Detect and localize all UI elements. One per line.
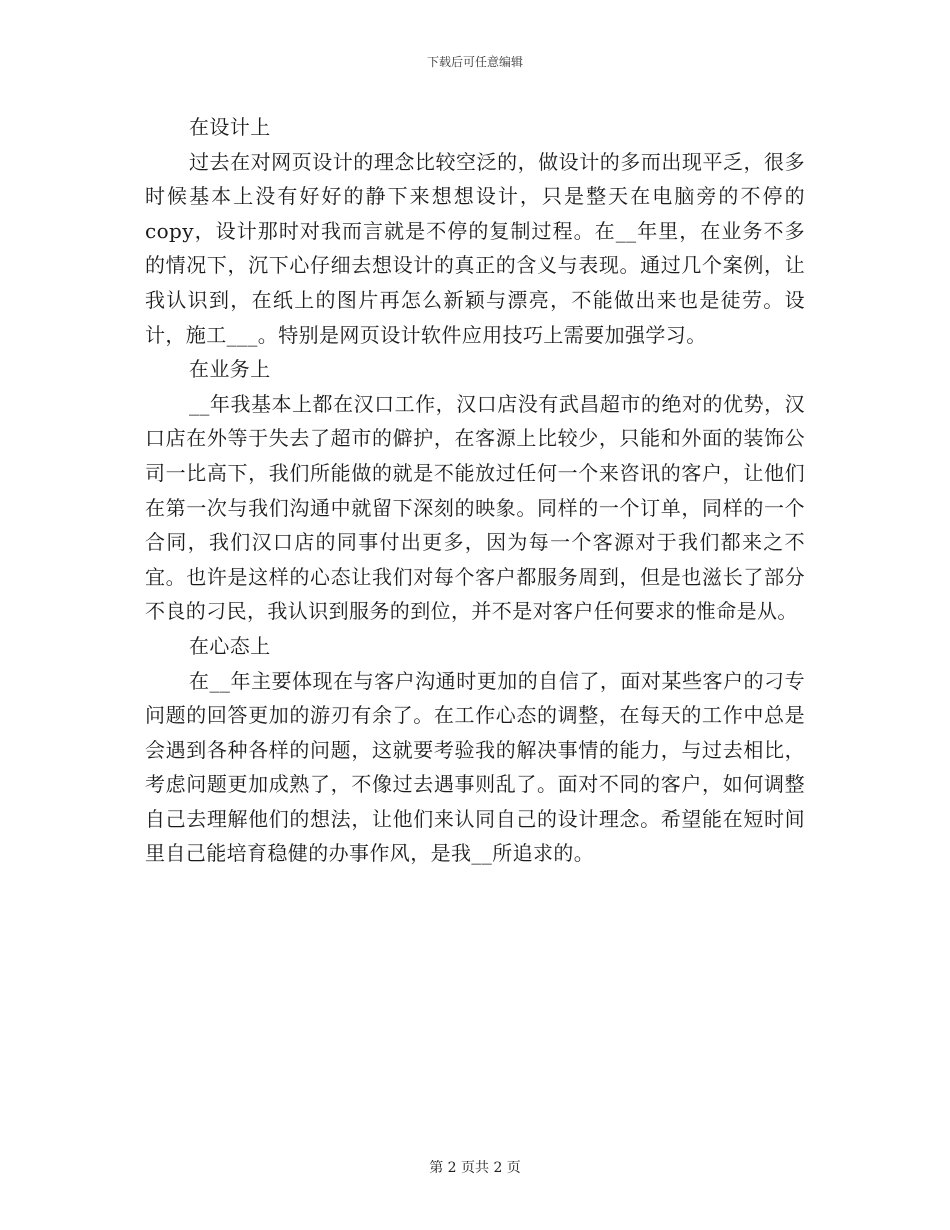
section-heading-business: 在业务上 [189,357,271,382]
page-header-note: 下载后可任意编辑 [426,55,523,69]
section-paragraph-design: 过去在对网页设计的理念比较空泛的，做设计的多而出现平乏，很多时候基本上没有好好的静下来想想设计，只是整天在电脑旁的不停的copy，设计那时对我而言就是不停的复制过程。在__年里，在业务不多的情况下，沉下心仔细去想设计的真正的含义与表现。通过几个案例，让我认识到，在纸上的图片再怎么新颖与漂亮，不能做出来也是徒劳。设计，施工___。特别是网页设计软件应用技巧上需要加强学习。 [145,149,805,347]
section-heading-design: 在设计上 [189,115,271,139]
section-heading-mindset: 在心态上 [189,633,271,658]
section-paragraph-business: __年我基本上都在汉口工作，汉口店没有武昌超市的绝对的优势，汉口店在外等于失去了超市的僻护，在客源上比较少，只能和外面的装饰公司一比高下，我们所能做的就是不能放过任何一个来咨讯的客户，让他们在第一次与我们沟通中就留下深刻的映象。同样的一个订单，同样的一个合同，我们汉口店的同事付出更多，因为每一个客源对于我们都来之不宜。也许是这样的心态让我们对每个客户都服务周到，但是也滋长了部分不良的刁民，我认识到服务的到位，并不是对客户任何要求的惟命是从。 [145,391,805,624]
document-body [145,110,805,871]
section-paragraph-mindset: 在__年主要体现在与客户沟通时更加的自信了，面对某些客户的刁专问题的回答更加的游刃有余了。在工作心态的调整，在每天的工作中总是会遇到各种各样的问题，这就要考验我的解决事情的能力，与过去相比，考虑问题更加成熟了，不像过去遇事则乱了。面对不同的客户，如何调整自己去理解他们的想法，让他们来认同自己的设计理念。希望能在短时间里自己能培育稳健的办事作风，是我__所追求的。 [145,668,805,866]
page-number-footer: 第 2 页共 2 页 [429,1160,521,1176]
